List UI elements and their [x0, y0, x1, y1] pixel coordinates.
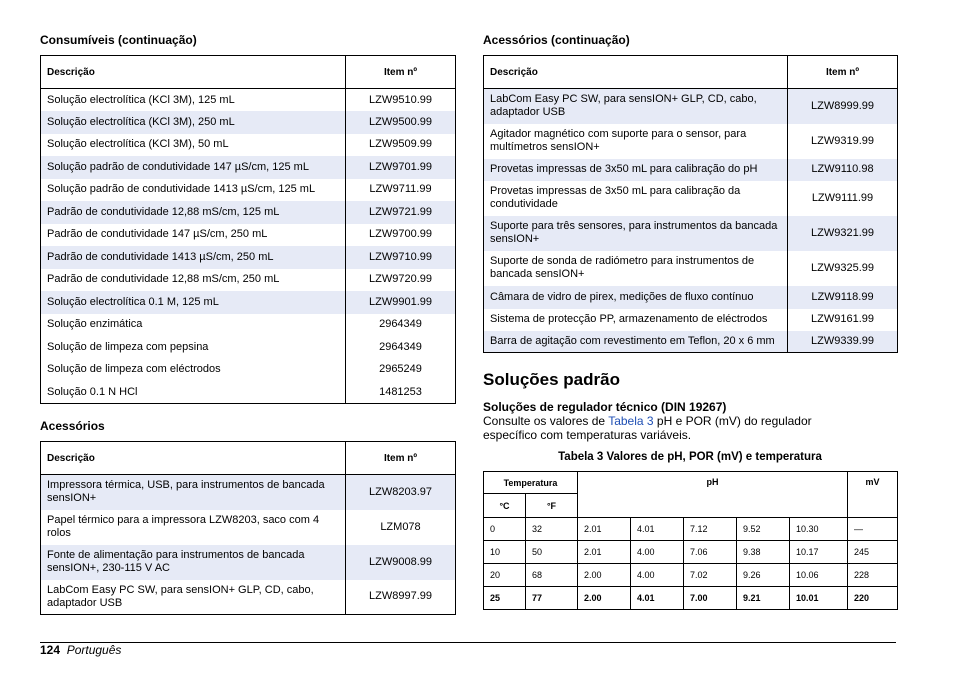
header-fahrenheit: °F	[526, 494, 578, 518]
table-3-link[interactable]: Tabela 3	[608, 414, 654, 428]
table-row	[41, 510, 456, 545]
col-header-item: Item nº	[346, 442, 456, 475]
page-number: 124	[40, 643, 61, 657]
table-row	[41, 156, 456, 179]
table-cell: 2.00	[578, 564, 631, 587]
table-row	[484, 286, 898, 309]
row-description: Provetas impressas de 3x50 mL para calibração do pH	[484, 159, 788, 181]
table-row	[484, 564, 898, 587]
row-item-number: LZW9720.99	[346, 269, 456, 292]
table-cell: —	[848, 518, 898, 541]
row-item-number: LZW9110.98	[788, 159, 898, 181]
standards-title: Soluções padrão	[483, 370, 620, 389]
row-item-number: LZW9325.99	[788, 251, 898, 286]
table-row	[484, 518, 898, 541]
table-cell: 10.30	[790, 518, 848, 541]
row-item-number: LZW9339.99	[788, 331, 898, 353]
row-item-number: LZW9008.99	[346, 545, 456, 580]
row-description: Padrão de condutividade 12,88 mS/cm, 125 mL	[41, 201, 346, 224]
table-cell: 228	[848, 564, 898, 587]
row-description: Padrão de condutividade 12,88 mS/cm, 250 mL	[41, 269, 346, 292]
row-item-number: LZW8203.97	[346, 475, 456, 510]
table-row	[484, 181, 898, 216]
table-row	[41, 336, 456, 359]
row-item-number: 2964349	[346, 336, 456, 359]
row-description: Agitador magnético com suporte para o sensor, para multímetros sensION+	[484, 124, 788, 159]
table-cell: 9.21	[737, 587, 790, 610]
table-cell: 2.01	[578, 518, 631, 541]
table-row	[41, 580, 456, 615]
table-row	[41, 291, 456, 314]
row-description: Solução padrão de condutividade 147 µS/cm, 125 mL	[41, 156, 346, 179]
body-text: Consulte os valores de	[483, 414, 609, 428]
table-row	[41, 201, 456, 224]
table-cell: 10.17	[790, 541, 848, 564]
row-item-number: LZW8997.99	[346, 580, 456, 615]
row-description: Solução electrolítica (KCl 3M), 50 mL	[41, 134, 346, 157]
row-description: Solução enzimática	[41, 314, 346, 337]
header-ph: pH	[578, 472, 848, 518]
table-cell: 25	[484, 587, 526, 610]
row-description: Suporte de sonda de radiómetro para instrumentos de bancada sensION+	[484, 251, 788, 286]
table-cell: 220	[848, 587, 898, 610]
row-description: Padrão de condutividade 147 µS/cm, 250 mL	[41, 224, 346, 247]
table-row	[41, 224, 456, 247]
row-item-number: LZW9319.99	[788, 124, 898, 159]
table-row	[41, 246, 456, 269]
row-description: Solução padrão de condutividade 1413 µS/cm, 125 mL	[41, 179, 346, 202]
table-row	[484, 89, 898, 124]
col-header-description: Descrição	[41, 56, 346, 89]
col-header-description: Descrição	[41, 442, 346, 475]
accessories-cont-table	[483, 55, 898, 353]
row-description: Solução electrolítica (KCl 3M), 250 mL	[41, 111, 346, 134]
footer-language: Português	[66, 643, 122, 657]
standards-subheading: Soluções de regulador técnico (DIN 19267)	[483, 400, 727, 414]
table-cell: 2.01	[578, 541, 631, 564]
footer-rule	[40, 642, 896, 643]
body-text: pH e POR (mV) do regulador específico com temperaturas variáveis.	[483, 414, 812, 442]
table-row	[484, 216, 898, 251]
table-cell: 20	[484, 564, 526, 587]
row-item-number: 1481253	[346, 381, 456, 404]
row-item-number: LZW9161.99	[788, 309, 898, 331]
row-description: Solução 0.1 N HCl	[41, 381, 346, 404]
row-description: Barra de agitação com revestimento em Teflon, 20 x 6 mm	[484, 331, 788, 353]
row-item-number: LZW9118.99	[788, 286, 898, 309]
table-caption: Tabela 3 Valores de pH, POR (mV) e temperatura	[558, 451, 822, 463]
table-cell: 9.52	[737, 518, 790, 541]
table-row	[484, 309, 898, 331]
table-cell: 2.00	[578, 587, 631, 610]
row-item-number: LZW9509.99	[346, 134, 456, 157]
row-item-number: LZW9701.99	[346, 156, 456, 179]
row-description: Sistema de protecção PP, armazenamento de eléctrodos	[484, 309, 788, 331]
table-cell: 32	[526, 518, 578, 541]
row-description: LabCom Easy PC SW, para sensION+ GLP, CD, cabo, adaptador USB	[484, 89, 788, 124]
table-row	[484, 541, 898, 564]
accessories-table	[40, 441, 456, 615]
table-cell: 245	[848, 541, 898, 564]
table-cell: 10.01	[790, 587, 848, 610]
table-cell: 9.26	[737, 564, 790, 587]
row-description: Solução electrolítica 0.1 M, 125 mL	[41, 291, 346, 314]
row-item-number: 2964349	[346, 314, 456, 337]
row-description: Solução de limpeza com pepsina	[41, 336, 346, 359]
header-mv: mV	[848, 472, 898, 518]
consumables-heading: Consumíveis (continuação)	[40, 33, 197, 47]
table-row	[41, 89, 456, 112]
row-item-number: LZW9721.99	[346, 201, 456, 224]
standards-body	[483, 414, 863, 442]
row-description: Padrão de condutividade 1413 µS/cm, 250 mL	[41, 246, 346, 269]
row-item-number: LZW9710.99	[346, 246, 456, 269]
row-item-number: LZW9321.99	[788, 216, 898, 251]
row-description: Fonte de alimentação para instrumentos de bancada sensION+, 230-115 V AC	[41, 545, 346, 580]
table-cell: 68	[526, 564, 578, 587]
row-item-number: LZW9111.99	[788, 181, 898, 216]
table-row	[41, 134, 456, 157]
table-row	[484, 587, 898, 610]
row-description: Solução electrolítica (KCl 3M), 125 mL	[41, 89, 346, 112]
header-celsius: °C	[484, 494, 526, 518]
table-cell: 7.00	[684, 587, 737, 610]
row-description: Provetas impressas de 3x50 mL para calibração da condutividade	[484, 181, 788, 216]
table-row	[41, 179, 456, 202]
col-header-item: Item nº	[788, 56, 898, 89]
table-row	[484, 331, 898, 353]
table-row	[484, 124, 898, 159]
col-header-item: Item nº	[346, 56, 456, 89]
table-cell: 7.02	[684, 564, 737, 587]
table-cell: 7.06	[684, 541, 737, 564]
row-description: Solução de limpeza com eléctrodos	[41, 359, 346, 382]
table-cell: 7.12	[684, 518, 737, 541]
row-description: Papel térmico para a impressora LZW8203, saco com 4 rolos	[41, 510, 346, 545]
row-description: LabCom Easy PC SW, para sensION+ GLP, CD, cabo, adaptador USB	[41, 580, 346, 615]
table-cell: 4.01	[631, 518, 684, 541]
table-cell: 0	[484, 518, 526, 541]
table-row	[41, 381, 456, 404]
table-row	[484, 251, 898, 286]
row-item-number: LZW9700.99	[346, 224, 456, 247]
table-cell: 4.00	[631, 541, 684, 564]
table-row	[41, 545, 456, 580]
table-row	[41, 269, 456, 292]
col-header-description: Descrição	[484, 56, 788, 89]
row-description: Impressora térmica, USB, para instrumentos de bancada sensION+	[41, 475, 346, 510]
row-description: Câmara de vidro de pirex, medições de fluxo contínuo	[484, 286, 788, 309]
row-item-number: LZW9901.99	[346, 291, 456, 314]
row-item-number: LZW8999.99	[788, 89, 898, 124]
table-row	[41, 314, 456, 337]
row-item-number: LZW9711.99	[346, 179, 456, 202]
row-description: Suporte para três sensores, para instrumentos da bancada sensION+	[484, 216, 788, 251]
ph-table	[483, 471, 898, 610]
table-cell: 4.01	[631, 587, 684, 610]
row-item-number: LZM078	[346, 510, 456, 545]
consumables-table	[40, 55, 456, 404]
accessories-cont-heading: Acessórios (continuação)	[483, 33, 630, 47]
table-cell: 10	[484, 541, 526, 564]
table-cell: 77	[526, 587, 578, 610]
table-cell: 50	[526, 541, 578, 564]
accessories-heading: Acessórios	[40, 419, 105, 433]
row-item-number: LZW9500.99	[346, 111, 456, 134]
footer	[40, 643, 121, 657]
table-cell: 10.06	[790, 564, 848, 587]
header-temperature: Temperatura	[484, 472, 578, 494]
table-row	[41, 359, 456, 382]
table-row	[41, 475, 456, 510]
table-cell: 4.00	[631, 564, 684, 587]
table-row	[484, 159, 898, 181]
row-item-number: LZW9510.99	[346, 89, 456, 112]
row-item-number: 2965249	[346, 359, 456, 382]
table-row	[41, 111, 456, 134]
table-cell: 9.38	[737, 541, 790, 564]
